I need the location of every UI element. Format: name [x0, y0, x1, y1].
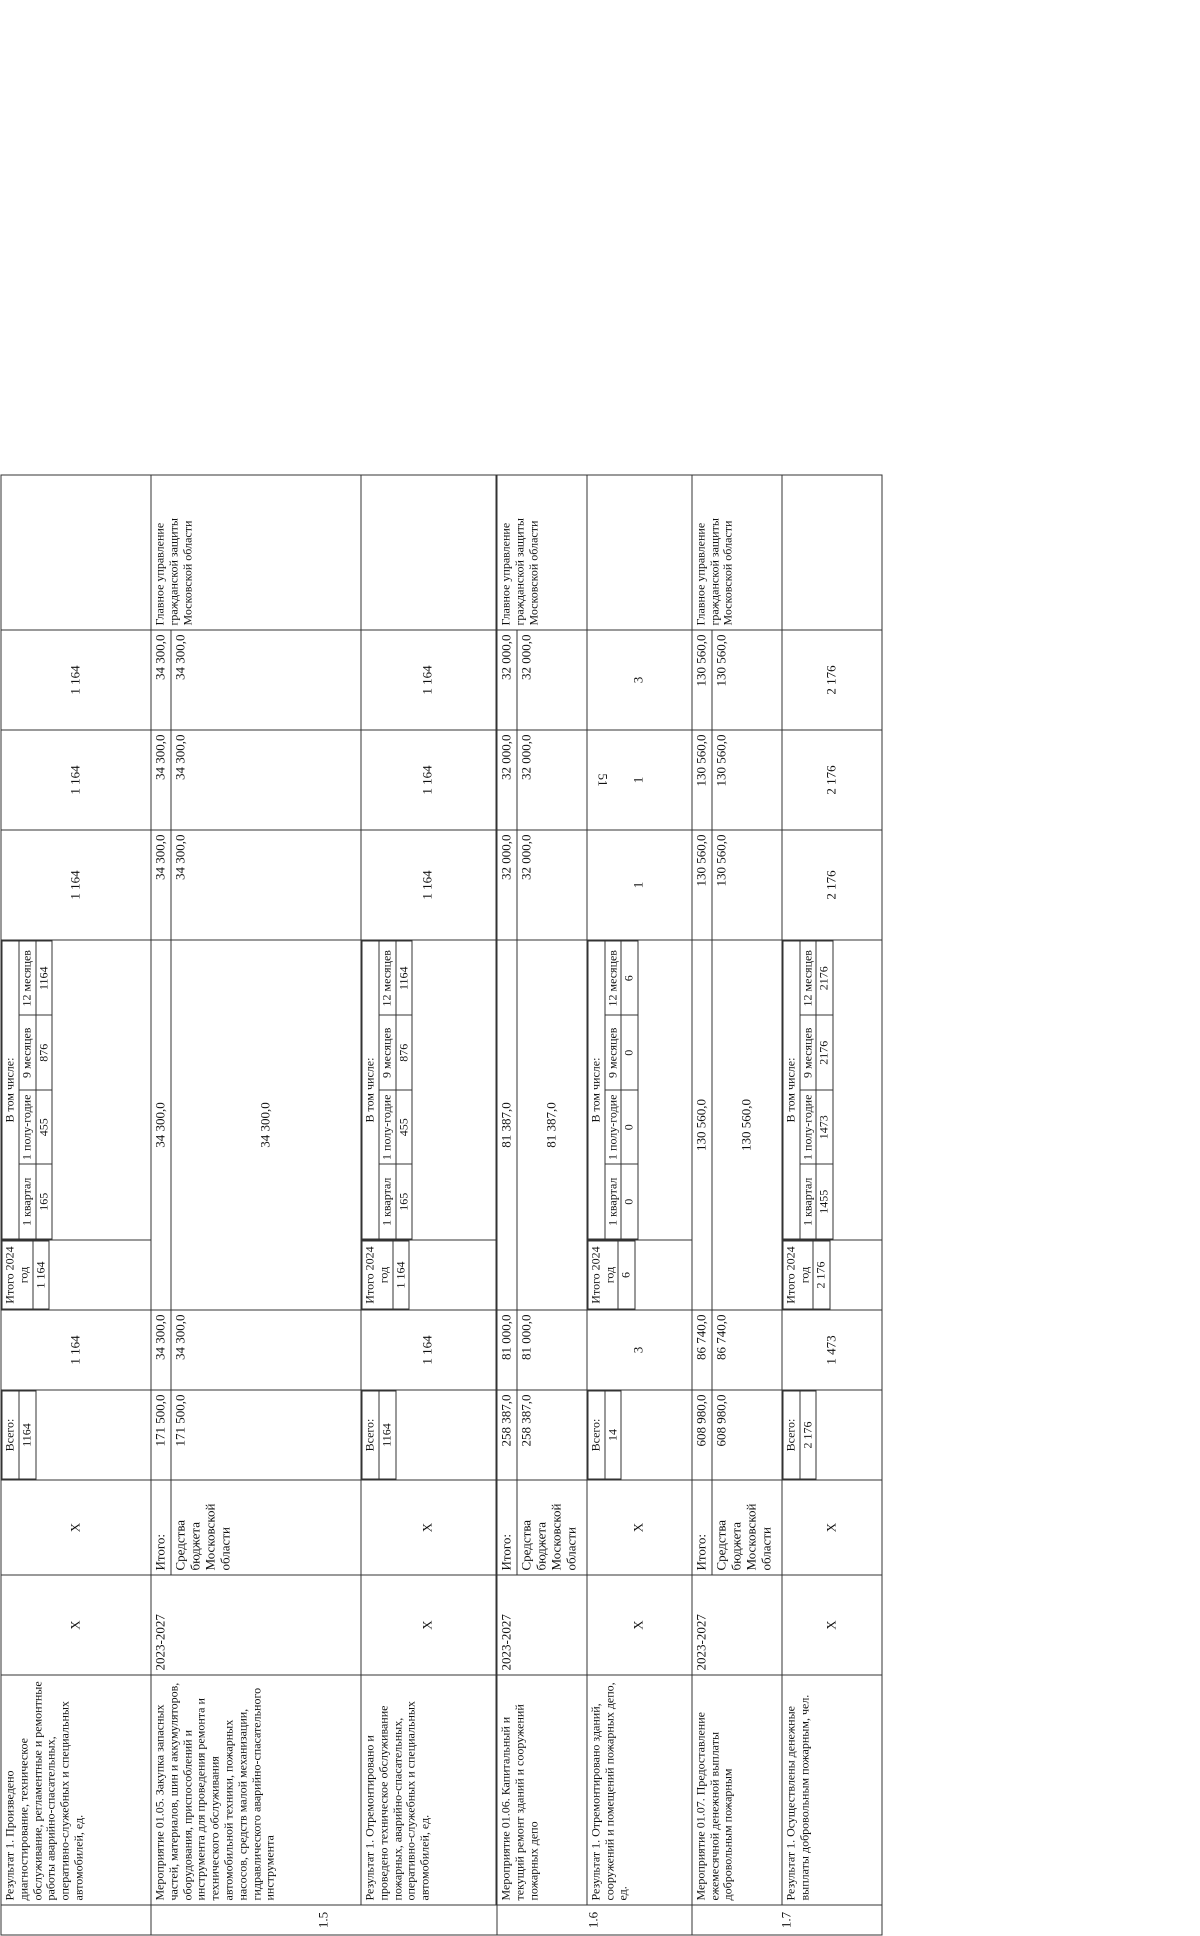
table-row [605, 941, 622, 1239]
table-cell: 0 [621, 1090, 638, 1165]
table-row [588, 1241, 619, 1309]
table-cell: X [361, 1575, 496, 1675]
table-cell [361, 1390, 496, 1480]
table-cell [587, 1240, 692, 1310]
table-cell: Мероприятие 01.07. Предоставление ежемесячной денежной выплаты добровольным пожарным [692, 1675, 782, 1905]
table-cell [782, 1240, 882, 1310]
table-cell: 81 387,0 [497, 940, 517, 1310]
table-cell: 455 [396, 1090, 413, 1165]
table-cell [361, 940, 496, 1240]
table-cell: 81 000,0 [497, 1310, 517, 1390]
table-cell: 9 месяцев [605, 1016, 622, 1091]
table-cell: 34 300,0 [151, 940, 171, 1310]
table-row [621, 941, 638, 1239]
table-row [361, 475, 496, 1935]
rotated-table-container [1, 476, 1056, 1936]
table-cell [782, 475, 882, 630]
table-cell: 1473 [816, 1090, 833, 1165]
table-cell: 34 300,0 [151, 730, 171, 830]
table-cell: 34 300,0 [171, 1310, 361, 1390]
table-cell: 130 560,0 [692, 730, 712, 830]
table-row [2, 1391, 19, 1479]
table-cell: 165 [396, 1165, 413, 1240]
table-cell: 1 полу-годие [19, 1090, 36, 1165]
table-cell: Главное управление гражданской защиты Московской области [497, 475, 587, 630]
table-cell: X [782, 1575, 882, 1675]
table-row [813, 1241, 830, 1309]
table-cell [361, 475, 496, 630]
table-cell: X [587, 1575, 692, 1675]
sub-table [587, 941, 638, 1240]
table-cell: 1 [587, 830, 692, 940]
table-cell: 1 квартал [379, 1165, 396, 1240]
table-cell: 1 полу-годие [605, 1090, 622, 1165]
table-cell: 32 000,0 [517, 730, 587, 830]
table-row [379, 1391, 396, 1479]
table-row [362, 941, 379, 1239]
table-cell: Мероприятие 01.06. Капитальный и текущий ремонт зданий и сооружений пожарных депо [497, 1675, 587, 1905]
table-cell: 455 [36, 1090, 53, 1165]
table-cell: 2176 [816, 1016, 833, 1091]
table-cell: Всего: [783, 1391, 800, 1479]
table-row [783, 941, 800, 1239]
table-row [783, 1241, 814, 1309]
table-row [362, 1391, 379, 1479]
table-cell: Средства бюджета Московской области [171, 1480, 361, 1575]
table-cell: 2 176 [800, 1391, 817, 1479]
table-cell: 6 [621, 941, 638, 1016]
table-row [588, 1391, 605, 1479]
table-cell: 1.7 [692, 1905, 882, 1935]
table-cell: 86 740,0 [712, 1310, 782, 1390]
table-row [800, 1391, 817, 1479]
table-cell: 34 300,0 [151, 830, 171, 940]
table-cell [1, 940, 151, 1240]
table-row [605, 1391, 622, 1479]
table-cell: 2023-2027 [692, 1575, 782, 1675]
table-cell: 2 176 [782, 630, 882, 730]
table-cell: Итого 2024 год [783, 1241, 814, 1309]
table-cell: 6 [618, 1241, 635, 1309]
table-cell: 86 740,0 [692, 1310, 712, 1390]
table-cell: 1164 [379, 1391, 396, 1479]
table-cell: 0 [621, 1165, 638, 1240]
table-cell: 608 980,0 [712, 1390, 782, 1480]
table-cell: 258 387,0 [497, 1390, 517, 1480]
sub-table [2, 941, 53, 1240]
table-cell: В том числе: [783, 941, 800, 1239]
table-row [2, 941, 19, 1239]
sub-table [587, 1391, 622, 1480]
table-cell: 2023-2027 [151, 1575, 361, 1675]
table-cell [587, 1390, 692, 1480]
table-cell: 130 560,0 [712, 830, 782, 940]
table-cell: 1 164 [361, 830, 496, 940]
table-cell: 34 300,0 [171, 730, 361, 830]
table-cell [361, 1240, 496, 1310]
table-cell: Результат 1. Отремонтировано зданий, сооружений и помещений пожарных депо, ед. [587, 1675, 692, 1905]
table-row [782, 475, 882, 1935]
table-cell: 130 560,0 [692, 630, 712, 730]
table-cell: 1 164 [1, 830, 151, 940]
table-cell: Средства бюджета Московской области [517, 1480, 587, 1575]
table-cell: В том числе: [2, 941, 19, 1239]
table-cell: Итого: [151, 1480, 171, 1575]
table-row [816, 941, 833, 1239]
table-cell: 34 300,0 [171, 940, 361, 1310]
table-cell: 81 000,0 [517, 1310, 587, 1390]
sub-table [361, 1241, 409, 1310]
sub-table [2, 1241, 50, 1310]
table-cell: 130 560,0 [692, 940, 712, 1310]
table-cell: 1.6 [497, 1905, 692, 1935]
table-cell: 1 164 [393, 1241, 410, 1309]
table-cell: 1164 [396, 941, 413, 1016]
table-cell: 34 300,0 [171, 630, 361, 730]
table-cell [782, 1390, 882, 1480]
table-row [2, 1241, 33, 1309]
table-cell: Итого: [497, 1480, 517, 1575]
table-cell: 12 месяцев [800, 941, 817, 1016]
table-cell: 171 500,0 [151, 1390, 171, 1480]
sub-table [2, 1391, 37, 1480]
table-cell: 2 176 [813, 1241, 830, 1309]
table-row [362, 1241, 393, 1309]
page-number: 51 [595, 773, 611, 787]
table-row [19, 941, 36, 1239]
table-cell: 1 квартал [19, 1165, 36, 1240]
table-row [497, 475, 517, 1935]
table-row [783, 1391, 800, 1479]
table-cell: 1 164 [361, 1310, 496, 1390]
table-cell: X [1, 1480, 151, 1575]
table-cell: 1 полу-годие [379, 1090, 396, 1165]
table-cell [1, 1905, 151, 1935]
table-cell: 1 полу-годие [800, 1090, 817, 1165]
table-cell: 1 164 [361, 630, 496, 730]
table-cell [587, 940, 692, 1240]
table-row [692, 475, 712, 1935]
program-table [1, 475, 883, 1936]
sub-table [782, 1241, 830, 1310]
table-row [36, 941, 53, 1239]
table-cell: Главное управление гражданской защиты Московской области [692, 475, 782, 630]
table-cell: Главное управление гражданской защиты Московской области [151, 475, 361, 630]
table-cell: 1164 [36, 941, 53, 1016]
table-cell: 130 560,0 [692, 830, 712, 940]
table-cell: 130 560,0 [712, 730, 782, 830]
table-row [1, 475, 151, 1935]
table-cell [1, 1390, 151, 1480]
table-cell: 81 387,0 [517, 940, 587, 1310]
table-cell: 9 месяцев [800, 1016, 817, 1091]
table-cell: 14 [605, 1391, 622, 1479]
table-cell: 12 месяцев [379, 941, 396, 1016]
table-cell: 2023-2027 [497, 1575, 587, 1675]
table-cell: 34 300,0 [151, 1310, 171, 1390]
table-cell: 876 [36, 1016, 53, 1091]
table-cell: 34 300,0 [151, 630, 171, 730]
table-cell: 258 387,0 [517, 1390, 587, 1480]
table-cell: 1 164 [33, 1241, 50, 1309]
table-cell: X [361, 1480, 496, 1575]
table-cell: 2 176 [782, 830, 882, 940]
table-cell: 1 [587, 730, 692, 830]
table-cell [1, 1240, 151, 1310]
table-cell: 1 473 [782, 1310, 882, 1390]
table-cell: 2 176 [782, 730, 882, 830]
sub-table [587, 1241, 635, 1310]
table-cell: 32 000,0 [497, 730, 517, 830]
table-row [618, 1241, 635, 1309]
table-cell: 1455 [816, 1165, 833, 1240]
table-cell: 1 квартал [605, 1165, 622, 1240]
table-cell: 1.5 [151, 1905, 497, 1935]
table-cell [1, 475, 151, 630]
table-cell: Всего: [588, 1391, 605, 1479]
table-cell: Всего: [2, 1391, 19, 1479]
table-cell: 1 квартал [800, 1165, 817, 1240]
table-cell: В том числе: [362, 941, 379, 1239]
table-cell: 165 [36, 1165, 53, 1240]
table-cell: 32 000,0 [497, 630, 517, 730]
table-cell: В том числе: [588, 941, 605, 1239]
table-cell: Результат 1. Отремонтировано и проведено техническое обслуживание пожарных, аварийно-спасательных, оперативно-служебных и специальных автомобилей, ед. [361, 1675, 496, 1905]
table-cell: 0 [621, 1016, 638, 1091]
table-cell: Итого 2024 год [362, 1241, 393, 1309]
table-cell: 2176 [816, 941, 833, 1016]
table-cell [782, 940, 882, 1240]
table-cell: Средства бюджета Московской области [712, 1480, 782, 1575]
table-row [800, 941, 817, 1239]
sub-table [361, 941, 412, 1240]
table-cell: Всего: [362, 1391, 379, 1479]
table-cell: 1 164 [361, 730, 496, 830]
table-row [396, 941, 413, 1239]
table-cell: 1164 [19, 1391, 36, 1479]
table-cell: 34 300,0 [171, 830, 361, 940]
sub-table [361, 1391, 396, 1480]
table-cell: X [782, 1480, 882, 1575]
table-cell [587, 475, 692, 630]
table-cell: 9 месяцев [19, 1016, 36, 1091]
table-cell: 608 980,0 [692, 1390, 712, 1480]
table-cell: 171 500,0 [171, 1390, 361, 1480]
table-cell: 3 [587, 630, 692, 730]
sub-table [782, 1391, 817, 1480]
table-row [587, 475, 692, 1935]
table-cell: 12 месяцев [19, 941, 36, 1016]
table-cell: 130 560,0 [712, 630, 782, 730]
table-row [393, 1241, 410, 1309]
result-text: Результат 1. Произведено диагностирование, техническое обслуживание, регламентные и ремонтные работы аварийно-спасательных, оперативно-служебных и специальных автомобилей, ед. [1, 1675, 151, 1905]
table-cell: Мероприятие 01.05. Закупка запасных частей, материалов, шин и аккумуляторов, оборудования, приспособлений и инструмента для проведения ремонта и технического обслуживания автомобильной техники, пожарных насосов, средств малой механизации, гидравлического аварийно-спасательного инструмента [151, 1675, 361, 1905]
table-cell: 876 [396, 1016, 413, 1091]
table-row [151, 475, 171, 1935]
table-cell: Итого 2024 год [2, 1241, 33, 1309]
table-cell: Итого 2024 год [588, 1241, 619, 1309]
table-cell: 1 164 [1, 1310, 151, 1390]
table-cell: Результат 1. Осуществлены денежные выплаты добровольным пожарным, чел. [782, 1675, 882, 1905]
table-cell: Итого: [692, 1480, 712, 1575]
table-cell: 32 000,0 [497, 830, 517, 940]
table-cell: 12 месяцев [605, 941, 622, 1016]
table-cell: 130 560,0 [712, 940, 782, 1310]
table-cell: X [587, 1480, 692, 1575]
table-cell: 32 000,0 [517, 630, 587, 730]
table-cell: X [1, 1575, 151, 1675]
sub-table [782, 941, 833, 1240]
table-cell: 32 000,0 [517, 830, 587, 940]
table-cell: 1 164 [1, 730, 151, 830]
table-cell: 1 164 [1, 630, 151, 730]
table-cell: 3 [587, 1310, 692, 1390]
table-row [379, 941, 396, 1239]
table-row [19, 1391, 36, 1479]
table-cell: 9 месяцев [379, 1016, 396, 1091]
table-row [588, 941, 605, 1239]
table-row [33, 1241, 50, 1309]
